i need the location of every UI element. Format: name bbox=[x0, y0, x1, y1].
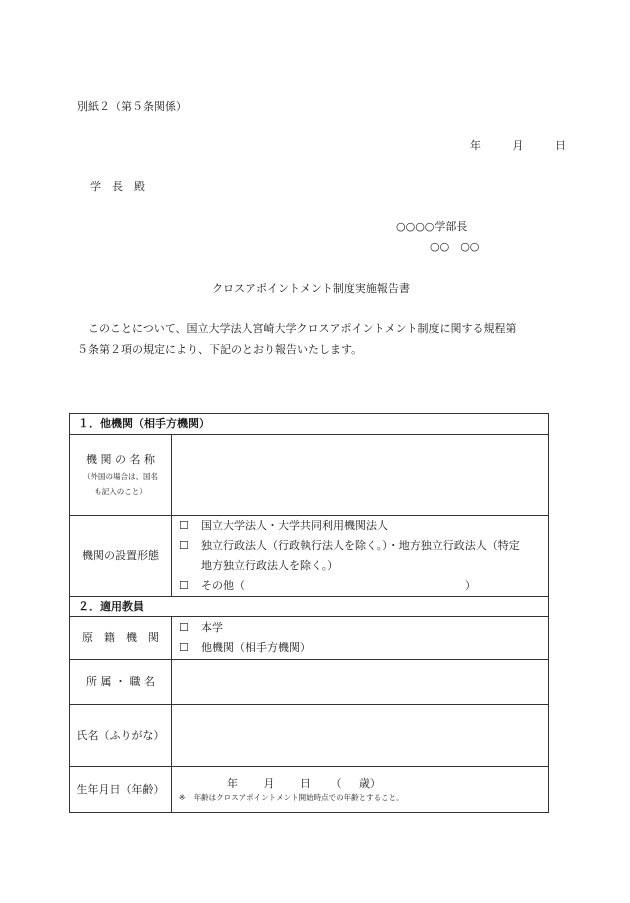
org-name-note-1: （外国の場合は、国名 bbox=[83, 472, 158, 482]
home-org-option-2[interactable] bbox=[179, 638, 548, 658]
org-name-label: 機 関 の 名 称 bbox=[86, 453, 155, 467]
home-org-option-1-label: 本学 bbox=[201, 621, 223, 634]
name-row bbox=[70, 705, 549, 767]
document-title: クロスアポイントメント制度実施報告書 bbox=[212, 282, 410, 295]
birth-row bbox=[70, 767, 549, 813]
org-type-option-2-label: 独立行政法人（行政執行法人を除く。）・地方独立行政法人（特定 bbox=[201, 539, 520, 552]
birth-date-line bbox=[179, 775, 548, 792]
birth-age-open: （ bbox=[330, 777, 342, 791]
org-name-row bbox=[70, 435, 549, 516]
org-type-row bbox=[70, 516, 549, 597]
home-org-option-1[interactable] bbox=[179, 618, 548, 638]
attachment-label: 別紙２（第５条関係） bbox=[77, 100, 187, 113]
section-2-row bbox=[70, 597, 549, 617]
sender-name: ○○ ○○ bbox=[430, 240, 480, 253]
org-type-option-2[interactable] bbox=[179, 536, 548, 556]
birth-note bbox=[179, 792, 548, 804]
birth-note-mark: ※ bbox=[179, 793, 186, 803]
birth-year: 年 bbox=[227, 777, 238, 791]
name-label: 氏名（ふりがな） bbox=[70, 705, 172, 767]
org-type-option-3[interactable] bbox=[179, 576, 548, 596]
affiliation-row bbox=[70, 660, 549, 705]
body-line-1: このことについて、国立大学法人宮崎大学クロスアポイントメント制度に関する規程第 bbox=[88, 322, 517, 335]
org-type-option-1[interactable] bbox=[179, 516, 548, 536]
birth-label: 生年月日（年齢） bbox=[70, 767, 172, 813]
date-year: 年 bbox=[470, 139, 481, 152]
section-1-row bbox=[70, 414, 549, 435]
report-date bbox=[470, 137, 566, 153]
org-type-label: 機関の設置形態 bbox=[70, 516, 172, 597]
checkbox-icon[interactable]: ☐ bbox=[179, 621, 189, 634]
org-name-value[interactable] bbox=[172, 435, 549, 516]
org-type-option-3-label: その他（ ） bbox=[201, 579, 476, 592]
org-type-options bbox=[172, 516, 549, 597]
sender-department: ○○○○学部長 bbox=[396, 220, 468, 233]
checkbox-icon[interactable]: ☐ bbox=[179, 519, 189, 532]
home-org-label: 原 籍 機 関 bbox=[70, 617, 172, 660]
affiliation-value[interactable] bbox=[172, 660, 549, 705]
birth-day: 日 bbox=[300, 777, 311, 791]
home-org-option-2-label: 他機関（相手方機関） bbox=[201, 641, 311, 654]
checkbox-icon[interactable]: ☐ bbox=[179, 579, 189, 592]
home-org-row bbox=[70, 617, 549, 660]
org-name-note-2: も記入のこと） bbox=[94, 486, 147, 496]
addressee: 学 長 殿 bbox=[90, 180, 145, 193]
birth-value bbox=[172, 767, 549, 813]
org-type-option-2-cont: 地方独立行政法人を除く。） bbox=[201, 559, 339, 572]
birth-age: 歳） bbox=[359, 777, 381, 791]
checkbox-icon[interactable]: ☐ bbox=[179, 641, 189, 654]
report-form-table bbox=[69, 413, 549, 813]
body-line-2: ５条第２項の規定により、下記のとおり報告いたします。 bbox=[77, 343, 363, 356]
affiliation-label: 所 属 ・ 職 名 bbox=[70, 660, 172, 705]
name-value[interactable] bbox=[172, 705, 549, 767]
checkbox-icon[interactable]: ☐ bbox=[179, 539, 189, 552]
org-type-option-1-label: 国立大学法人・大学共同利用機関法人 bbox=[201, 519, 388, 532]
org-name-label-cell bbox=[70, 435, 172, 516]
section-1-heading: １．他機関（相手方機関） bbox=[70, 414, 549, 435]
birth-note-text: 年齢はクロスアポイントメント開始時点での年齢とすること。 bbox=[193, 793, 404, 803]
date-day: 日 bbox=[555, 139, 566, 152]
section-2-heading: ２．適用教員 bbox=[70, 597, 549, 617]
home-org-options bbox=[172, 617, 549, 660]
date-month: 月 bbox=[512, 139, 524, 152]
birth-month: 月 bbox=[263, 777, 275, 791]
